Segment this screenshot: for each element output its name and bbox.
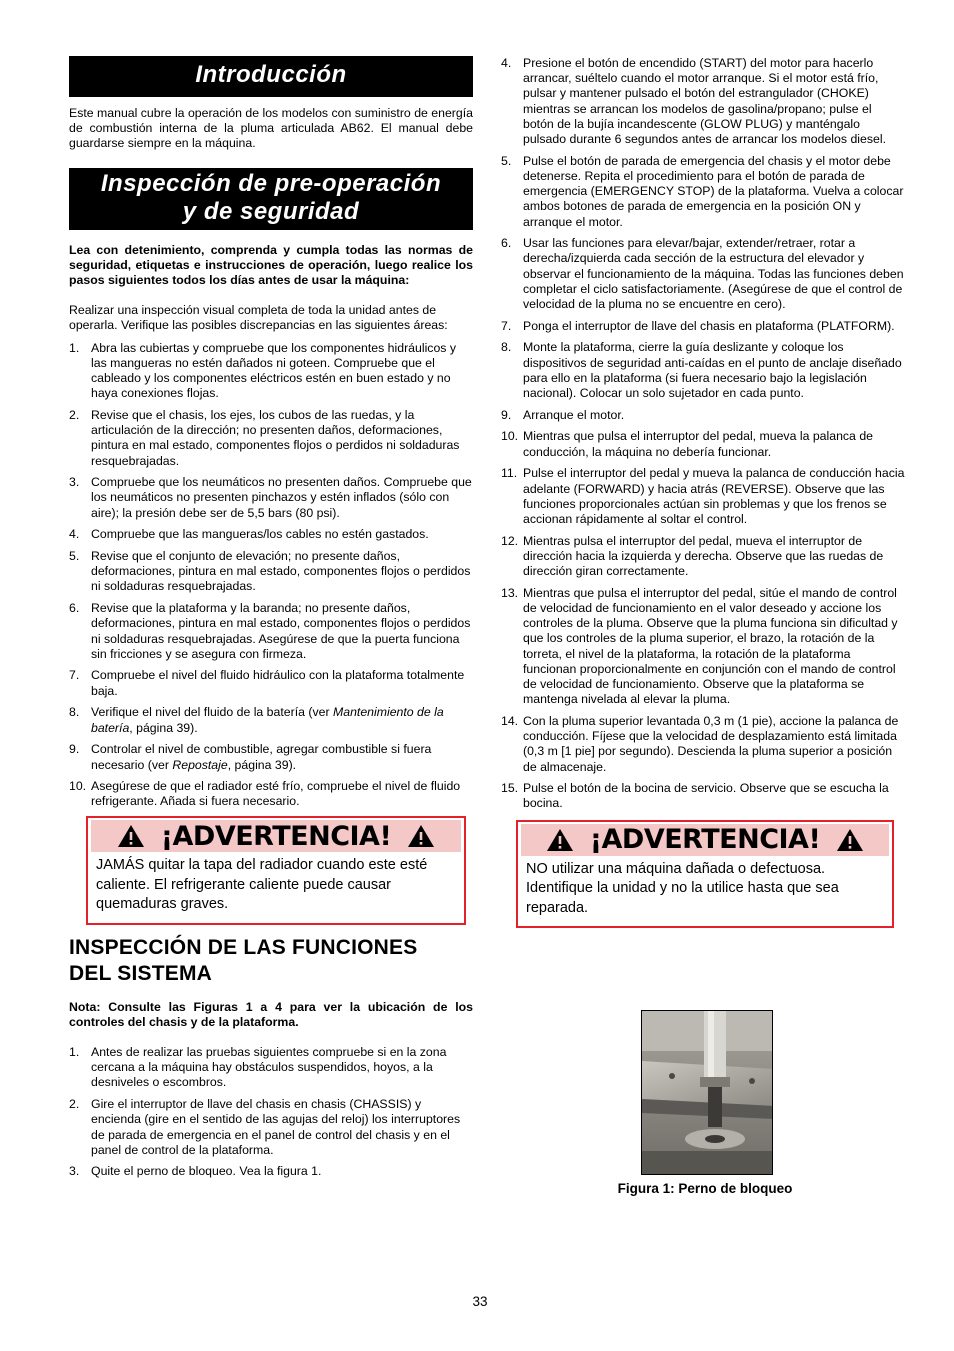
warning-box-damaged-machine [516, 820, 894, 929]
step-text: Quite el perno de bloqueo. Vea la figura 1. [91, 1164, 322, 1179]
preop-title-line2: y de seguridad [182, 197, 360, 225]
warning-header [521, 824, 889, 856]
step-text: Gire el interruptor de llave del chasis en chasis (CHASSIS) y encienda (gire en el sentido de las agujas del reloj) los interruptores de parada de emergencia en el panel de control del chasis y en el panel de control de la plataforma. [91, 1097, 461, 1157]
right-column [501, 56, 905, 928]
step-text [91, 742, 473, 772]
step-item [69, 475, 473, 521]
intro-title: Introducción [69, 56, 473, 97]
lock-pin-photo-illustration [642, 1011, 773, 1175]
step-item [69, 779, 473, 809]
step-text [91, 705, 473, 735]
step-text: Usar las funciones para elevar/bajar, extender/retraer, rotar a derecha/izquierda cada sección de la estructura del elevador y observar el funcionamiento de la máquina. Todas las funciones deben completar el ciclo satisfactoriamente. (Asegúrese de que el control de velocidad de la pluma no se encuentre en cero). [523, 236, 904, 312]
step-text: Asegúrese de que el radiador esté frío, compruebe el nivel de fluido refrigerante. Añada si fuera necesario. [91, 779, 461, 809]
warning-triangle-icon [407, 824, 435, 848]
warning-triangle-icon [836, 828, 864, 852]
step-text: Revise que el conjunto de elevación; no presente daños, deformaciones, pintura en mal estado, componentes flojos o perdidos ni soldaduras resquebrajadas. [91, 549, 471, 594]
step-number: 9. [501, 407, 512, 422]
step-number: 5. [501, 153, 512, 168]
step-number: 15. [501, 781, 519, 796]
step-item [69, 601, 473, 662]
step-item [69, 1045, 473, 1091]
step-text: Mientras que pulsa el interruptor del pedal, mueva la palanca de conducción, la máquina no debería funcionar. [523, 429, 873, 459]
step-item [69, 742, 473, 772]
step-number: 10. [501, 429, 519, 444]
step-number: 8. [501, 340, 512, 355]
preop-instructions: Lea con detenimiento, comprenda y cumpla todas las normas de seguridad, etiquetas e instrucciones de operación, luego realice los pasos siguientes todos los días antes de usar la máquina: [69, 242, 473, 288]
step-text: Compruebe que los neumáticos no presenten daños. Compruebe que los neumáticos no presenten pinchazos y estén inflados (sólo con aire); la presión debe ser de 5,5 bars (80 psi). [91, 475, 472, 520]
step-number: 10. [69, 779, 87, 794]
step-text-pre: Verifique el nivel del fluido de la batería (ver [91, 705, 333, 720]
preop-visual-inspection: Realizar una inspección visual completa de toda la unidad antes de operarla. Verifique las posibles discrepancias en las siguientes áreas: [69, 303, 448, 333]
step-number: 14. [501, 713, 519, 728]
preop-title-line1: Inspección de pre-operación [100, 169, 442, 197]
step-item [69, 341, 473, 402]
step-number: 4. [69, 527, 80, 542]
step-text: Monte la plataforma, cierre la guía deslizante y coloque los dispositivos de seguridad anti-caídas en el punto de anclaje diseñado para ello en la plataforma (si fuera necesario bajo la legislación nacional). Colocar un solo sujetador en cada punto. [523, 340, 902, 401]
lock-pin-photo [641, 1010, 773, 1175]
step-reference: Repostaje [172, 757, 228, 772]
step-number: 8. [69, 705, 80, 720]
step-text: Pulse el botón de la bocina de servicio. Observe que se escucha la bocina. [523, 781, 889, 811]
step-item [69, 1097, 473, 1158]
step-item [501, 429, 905, 459]
system-step-list-right [501, 56, 905, 812]
step-item [501, 236, 905, 312]
step-text: Arranque el motor. [523, 407, 625, 422]
step-text: Pulse el botón de parada de emergencia del chasis y el motor debe detenerse. Repita el procedimiento para el botón de parada de emergencia (EMERGENCY STOP) de la plataforma. Vuelva a colocar ambos botones de parada de emergencia en la posición ON y arranque el motor. [523, 153, 904, 229]
step-text: Antes de realizar las pruebas siguientes compruebe si en la zona cercana a la máquina hay obstáculos suspendidos, hoyos, a la desniveles o escombros. [91, 1045, 447, 1090]
page-number: 33 [472, 1294, 488, 1309]
step-text: Con la pluma superior levantada 0,3 m (1 pie), accione la palanca de conducción. Fíjese que la velocidad de desplazamiento está limitada (0,3 m [1 pie] por segundo). Descienda la pluma superior a posición de almacenaje. [523, 713, 899, 774]
warning-header [91, 820, 461, 852]
step-item [69, 705, 473, 735]
step-number: 4. [501, 56, 512, 70]
step-number: 9. [69, 742, 80, 757]
step-number: 1. [69, 340, 80, 355]
step-number: 11. [501, 466, 518, 481]
step-text: Revise que la plataforma y la baranda; no presente daños, deformaciones, pintura en mal estado, componentes flojos o perdidos ni soldaduras resquebrajadas. Asegúrese de que la puerta funciona sin fricciones y se asegura con firmeza. [91, 601, 471, 661]
step-item [69, 1164, 473, 1179]
step-text: Compruebe el nivel del fluido hidráulico con la plataforma totalmente baja. [91, 668, 465, 698]
step-text: Revise que el chasis, los ejes, los cubos de las ruedas, y la articulación de la dirección; no presenten daños, deformaciones, pintura en mal estado, componentes flojos o perdidos ni soldaduras resquebrajadas. [91, 407, 460, 468]
step-item [501, 408, 905, 423]
step-number: 6. [501, 236, 512, 251]
step-item [501, 319, 905, 334]
step-text: Pulse el interruptor del pedal y mueva la palanca de conducción hacia adelante (FORWARD) y hacia atrás (REVERSE). Observe que las funciones proporcionales actúan sin problemas y que los frenos se accionan rápidamente al soltar el control. [523, 466, 905, 526]
left-column [69, 56, 473, 1186]
warning-triangle-icon [117, 824, 145, 848]
step-item [501, 56, 905, 147]
intro-text: Este manual cubre la operación de los modelos con suministro de energía de combustión interna de la pluma articulada AB62. El manual debe guardarse siempre en la máquina. [69, 106, 473, 151]
warning-triangle-icon [546, 828, 574, 852]
step-text: Mientras que pulsa el interruptor del pedal, sitúe el mando de control de velocidad de funcionamiento en el valor deseado y accione los controles de la pluma. Observe que la pluma funciona sin dificultad y que los controles de la pluma superior, el brazo, la rotación de la torreta, el nivel de la plataforma, la rotación de la plataforma funcionan proporcionalmente en conjunción con el mando de control de velocidad de funcionamiento. Observe que la plataforma se mantenga nivelada al elevar la pluma. [523, 585, 898, 707]
figure-caption: Figura 1: Perno de bloqueo [617, 1181, 793, 1196]
step-item [501, 586, 905, 708]
step-number: 3. [69, 475, 80, 490]
step-number: 3. [69, 1164, 80, 1179]
step-text: Abra las cubiertas y compruebe que los componentes hidráulicos y las mangueras no estén dañados ni goteen. Compruebe que el cableado y los componentes eléctricos estén en buen estado y no haya conexiones flojas. [91, 340, 457, 401]
step-text-post: , página 39). [227, 757, 297, 772]
step-number: 12. [501, 533, 519, 548]
preop-title [69, 168, 473, 230]
step-text: Mientras pulsa el interruptor del pedal, mueva el interruptor de dirección hacia la izquierda y derecha. Observe que las ruedas de dirección giran correctamente. [523, 533, 884, 579]
step-item [69, 408, 473, 469]
step-number: 1. [69, 1045, 80, 1060]
step-item [69, 527, 473, 542]
step-number: 6. [69, 601, 80, 616]
step-item [69, 549, 473, 595]
step-item [501, 340, 905, 401]
step-item [501, 781, 905, 811]
system-heading-line1: INSPECCIÓN DE LAS FUNCIONES [69, 935, 418, 959]
step-number: 2. [69, 1097, 80, 1112]
step-number: 7. [501, 318, 512, 333]
system-functions-heading [69, 935, 473, 987]
step-text-pre: Controlar el nivel de combustible, agregar combustible si fuera necesario (ver [91, 742, 432, 772]
warning-box-radiator [86, 816, 466, 925]
system-note: Nota: Consulte las Figuras 1 a 4 para ver la ubicación de los controles del chasis y de la plataforma. [69, 999, 473, 1029]
warning-title: ¡ADVERTENCIA! [589, 824, 821, 856]
warning-text: JAMÁS quitar la tapa del radiador cuando este esté caliente. El refrigerante caliente puede causar quemaduras graves. [96, 857, 428, 913]
system-heading-line2: DEL SISTEMA [69, 961, 212, 985]
step-number: 2. [69, 407, 80, 422]
step-text-post: , página 39). [129, 720, 198, 735]
system-step-list-left [69, 1045, 473, 1180]
step-text: Presione el botón de encendido (START) del motor para hacerlo arrancar, suéltelo cuando el motor arranque. Si el motor está frío, pulsar y mantener pulsado el botón del estrangulador (CHOKE) mientras se arrancan los modelos de gasolina/propano; pulse el botón de la bujía incandescente (GLOW PLUG) y manténgalo pulsado durante 6 segundos antes de arrancar los modelos diesel. [523, 56, 886, 147]
warning-text: NO utilizar una máquina dañada o defectuosa. Identifique la unidad y no la utilice hasta que sea reparada. [526, 860, 839, 916]
warning-title: ¡ADVERTENCIA! [160, 820, 392, 852]
step-item [69, 668, 473, 698]
step-text: Ponga el interruptor de llave del chasis en plataforma (PLATFORM). [523, 318, 895, 333]
step-item [501, 714, 905, 775]
step-number: 7. [69, 668, 80, 683]
step-item [501, 154, 905, 230]
step-text: Compruebe que las mangueras/los cables no estén gastados. [91, 527, 429, 542]
step-reference: Mantenimiento de la batería [91, 705, 444, 735]
preop-step-list [69, 341, 473, 810]
step-number: 13. [501, 585, 519, 600]
step-number: 5. [69, 549, 80, 564]
step-item [501, 466, 905, 527]
step-item [501, 534, 905, 580]
